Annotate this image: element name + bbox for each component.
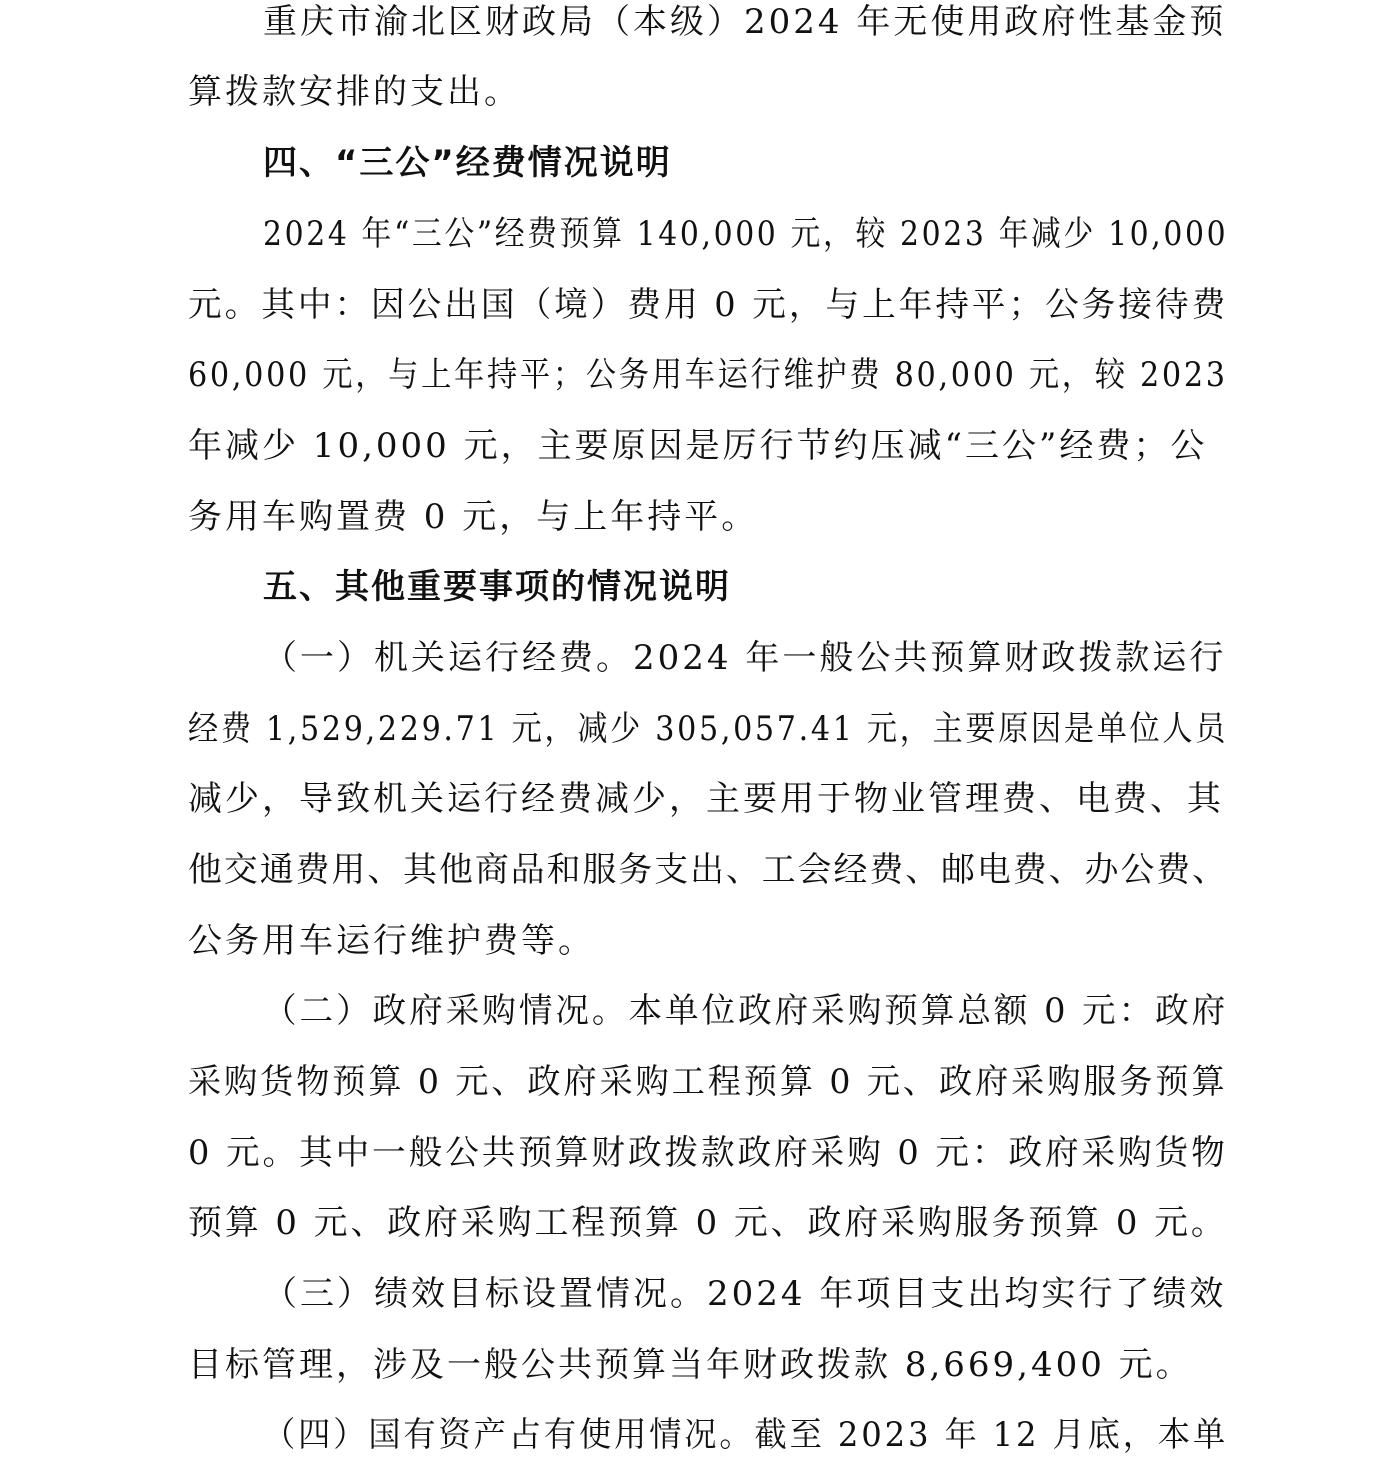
- section-heading: 四、“三公”经费情况说明: [263, 143, 672, 183]
- paragraph-line: 目标管理，涉及一般公共预算当年财政拨款 8,669,400 元。: [188, 1345, 1193, 1385]
- paragraph-line: 年减少 10,000 元，主要原因是厉行节约压减“三公”经费；公: [188, 426, 1208, 466]
- paragraph-line: 公务用车运行维护费等。: [188, 921, 595, 961]
- paragraph-line: （二）政府采购情况。本单位政府采购预算总额 0 元：政府: [263, 991, 1229, 1031]
- paragraph-line: 算拨款安排的支出。: [188, 72, 521, 112]
- paragraph-line: 重庆市渝北区财政局（本级）2024 年无使用政府性基金预: [263, 2, 1227, 42]
- paragraph-line: 预算 0 元、政府采购工程预算 0 元、政府采购服务预算 0 元。: [188, 1203, 1228, 1243]
- paragraph-line: 元。其中：因公出国（境）费用 0 元，与上年持平；公务接待费: [188, 285, 1229, 325]
- paragraph-line: 务用车购置费 0 元，与上年持平。: [188, 497, 759, 537]
- paragraph-line: 0 元。其中一般公共预算财政拨款政府采购 0 元：政府采购货物: [188, 1133, 1228, 1173]
- paragraph-line: 采购货物预算 0 元、政府采购工程预算 0 元、政府采购服务预算: [188, 1062, 1228, 1102]
- paragraph-line: （一）机关运行经费。2024 年一般公共预算财政拨款运行: [263, 638, 1227, 678]
- paragraph-line: （三）绩效目标设置情况。2024 年项目支出均实行了绩效: [263, 1274, 1227, 1314]
- paragraph-line: （四）国有资产占有使用情况。截至 2023 年 12 月底，本单: [263, 1415, 1229, 1455]
- paragraph-line: 他交通费用、其他商品和服务支出、工会经费、邮电费、办公费、: [188, 850, 1229, 890]
- paragraph-line: 减少，导致机关运行经费减少，主要用于物业管理费、电费、其: [188, 779, 1224, 819]
- section-heading: 五、其他重要事项的情况说明: [263, 567, 731, 607]
- paragraph-line: 60,000 元，与上年持平；公务用车运行维护费 80,000 元，较 2023: [188, 355, 1228, 395]
- paragraph-line: 2024 年“三公”经费预算 140,000 元，较 2023 年减少 10,000: [263, 214, 1229, 254]
- paragraph-line: 经费 1,529,229.71 元，减少 305,057.41 元，主要原因是单位人员: [188, 709, 1229, 749]
